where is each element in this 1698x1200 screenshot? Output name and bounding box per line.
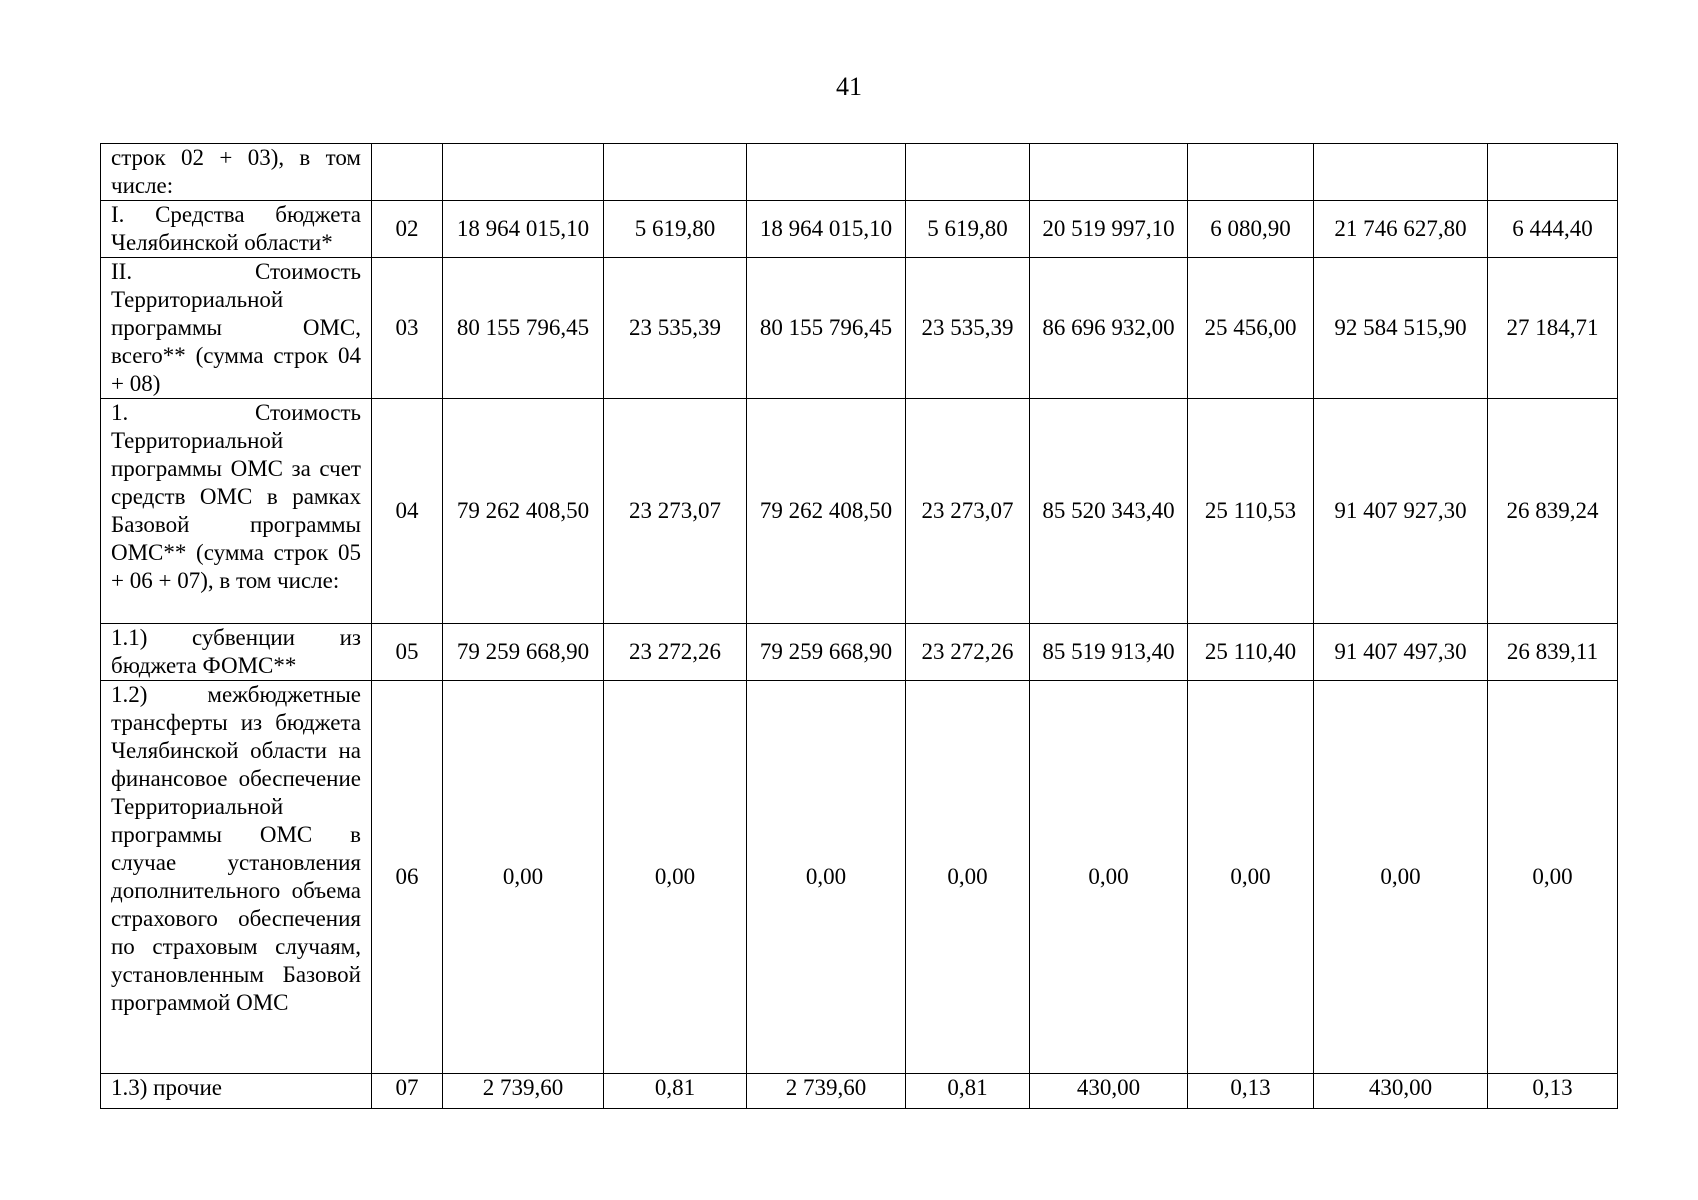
row-name-cell: I. Средства бюджета Челябинской области* (101, 201, 372, 258)
value-cell: 0,00 (747, 681, 906, 1074)
value-cell: 91 407 497,30 (1314, 624, 1488, 681)
row-code-cell: 05 (372, 624, 443, 681)
value-cell: 0,13 (1188, 1074, 1314, 1109)
value-cell: 27 184,71 (1488, 258, 1618, 399)
value-cell: 79 259 668,90 (747, 624, 906, 681)
value-cell: 6 444,40 (1488, 201, 1618, 258)
value-cell: 5 619,80 (906, 201, 1030, 258)
value-cell: 85 519 913,40 (1030, 624, 1188, 681)
row-code-cell: 06 (372, 681, 443, 1074)
row-name-cell: 1.3) прочие (101, 1074, 372, 1109)
value-cell: 23 535,39 (604, 258, 747, 399)
value-cell (1188, 144, 1314, 201)
value-cell: 23 272,26 (906, 624, 1030, 681)
value-cell: 79 259 668,90 (443, 624, 604, 681)
row-code-cell: 07 (372, 1074, 443, 1109)
value-cell: 80 155 796,45 (443, 258, 604, 399)
table-row (101, 201, 1618, 258)
value-cell (747, 144, 906, 201)
value-cell: 0,81 (906, 1074, 1030, 1109)
value-cell: 430,00 (1314, 1074, 1488, 1109)
table-row (101, 1074, 1618, 1109)
value-cell: 0,00 (1314, 681, 1488, 1074)
row-name-cell: 1.2) межбюджетные трансферты из бюджета Челябинской области на финансовое обеспечение Территориальной программы ОМС в случае установления дополнительного объема страхового обеспечения по страховым случаям, установленным Базовой программой ОМС (101, 681, 372, 1074)
row-name-cell: 1. Стоимость Территориальной программы ОМС за счет средств ОМС в рамках Базовой программы ОМС** (сумма строк 05 + 06 + 07), в том числе: (101, 399, 372, 624)
value-cell: 0,13 (1488, 1074, 1618, 1109)
row-name-cell: 1.1) субвенции из бюджета ФОМС** (101, 624, 372, 681)
row-code-cell: 02 (372, 201, 443, 258)
value-cell: 18 964 015,10 (443, 201, 604, 258)
row-name-cell: II. Стоимость Территориальной программы ОМС, всего** (сумма строк 04 + 08) (101, 258, 372, 399)
value-cell (1488, 144, 1618, 201)
value-cell: 79 262 408,50 (443, 399, 604, 624)
table-row (101, 258, 1618, 399)
value-cell: 430,00 (1030, 1074, 1188, 1109)
row-name-cell: строк 02 + 03), в том числе: (101, 144, 372, 201)
value-cell (443, 144, 604, 201)
value-cell: 0,00 (604, 681, 747, 1074)
row-code-cell: 03 (372, 258, 443, 399)
value-cell (1314, 144, 1488, 201)
budget-table (100, 143, 1618, 1109)
value-cell: 26 839,11 (1488, 624, 1618, 681)
value-cell: 0,81 (604, 1074, 747, 1109)
value-cell: 85 520 343,40 (1030, 399, 1188, 624)
row-code-cell (372, 144, 443, 201)
value-cell (1030, 144, 1188, 201)
value-cell: 2 739,60 (443, 1074, 604, 1109)
table-row (101, 144, 1618, 201)
value-cell: 25 456,00 (1188, 258, 1314, 399)
value-cell: 0,00 (1188, 681, 1314, 1074)
row-code-cell: 04 (372, 399, 443, 624)
value-cell: 79 262 408,50 (747, 399, 906, 624)
value-cell: 26 839,24 (1488, 399, 1618, 624)
value-cell: 23 273,07 (906, 399, 1030, 624)
table-row (101, 624, 1618, 681)
value-cell: 0,00 (906, 681, 1030, 1074)
value-cell: 25 110,53 (1188, 399, 1314, 624)
value-cell (604, 144, 747, 201)
value-cell: 23 273,07 (604, 399, 747, 624)
value-cell: 23 272,26 (604, 624, 747, 681)
value-cell: 25 110,40 (1188, 624, 1314, 681)
value-cell: 18 964 015,10 (747, 201, 906, 258)
value-cell (906, 144, 1030, 201)
value-cell: 0,00 (1488, 681, 1618, 1074)
value-cell: 6 080,90 (1188, 201, 1314, 258)
value-cell: 80 155 796,45 (747, 258, 906, 399)
value-cell: 5 619,80 (604, 201, 747, 258)
value-cell: 2 739,60 (747, 1074, 906, 1109)
value-cell: 20 519 997,10 (1030, 201, 1188, 258)
page-number: 41 (836, 72, 862, 101)
value-cell: 86 696 932,00 (1030, 258, 1188, 399)
value-cell: 91 407 927,30 (1314, 399, 1488, 624)
value-cell: 92 584 515,90 (1314, 258, 1488, 399)
value-cell: 21 746 627,80 (1314, 201, 1488, 258)
table-row (101, 399, 1618, 624)
value-cell: 23 535,39 (906, 258, 1030, 399)
value-cell: 0,00 (443, 681, 604, 1074)
table-row (101, 681, 1618, 1074)
value-cell: 0,00 (1030, 681, 1188, 1074)
